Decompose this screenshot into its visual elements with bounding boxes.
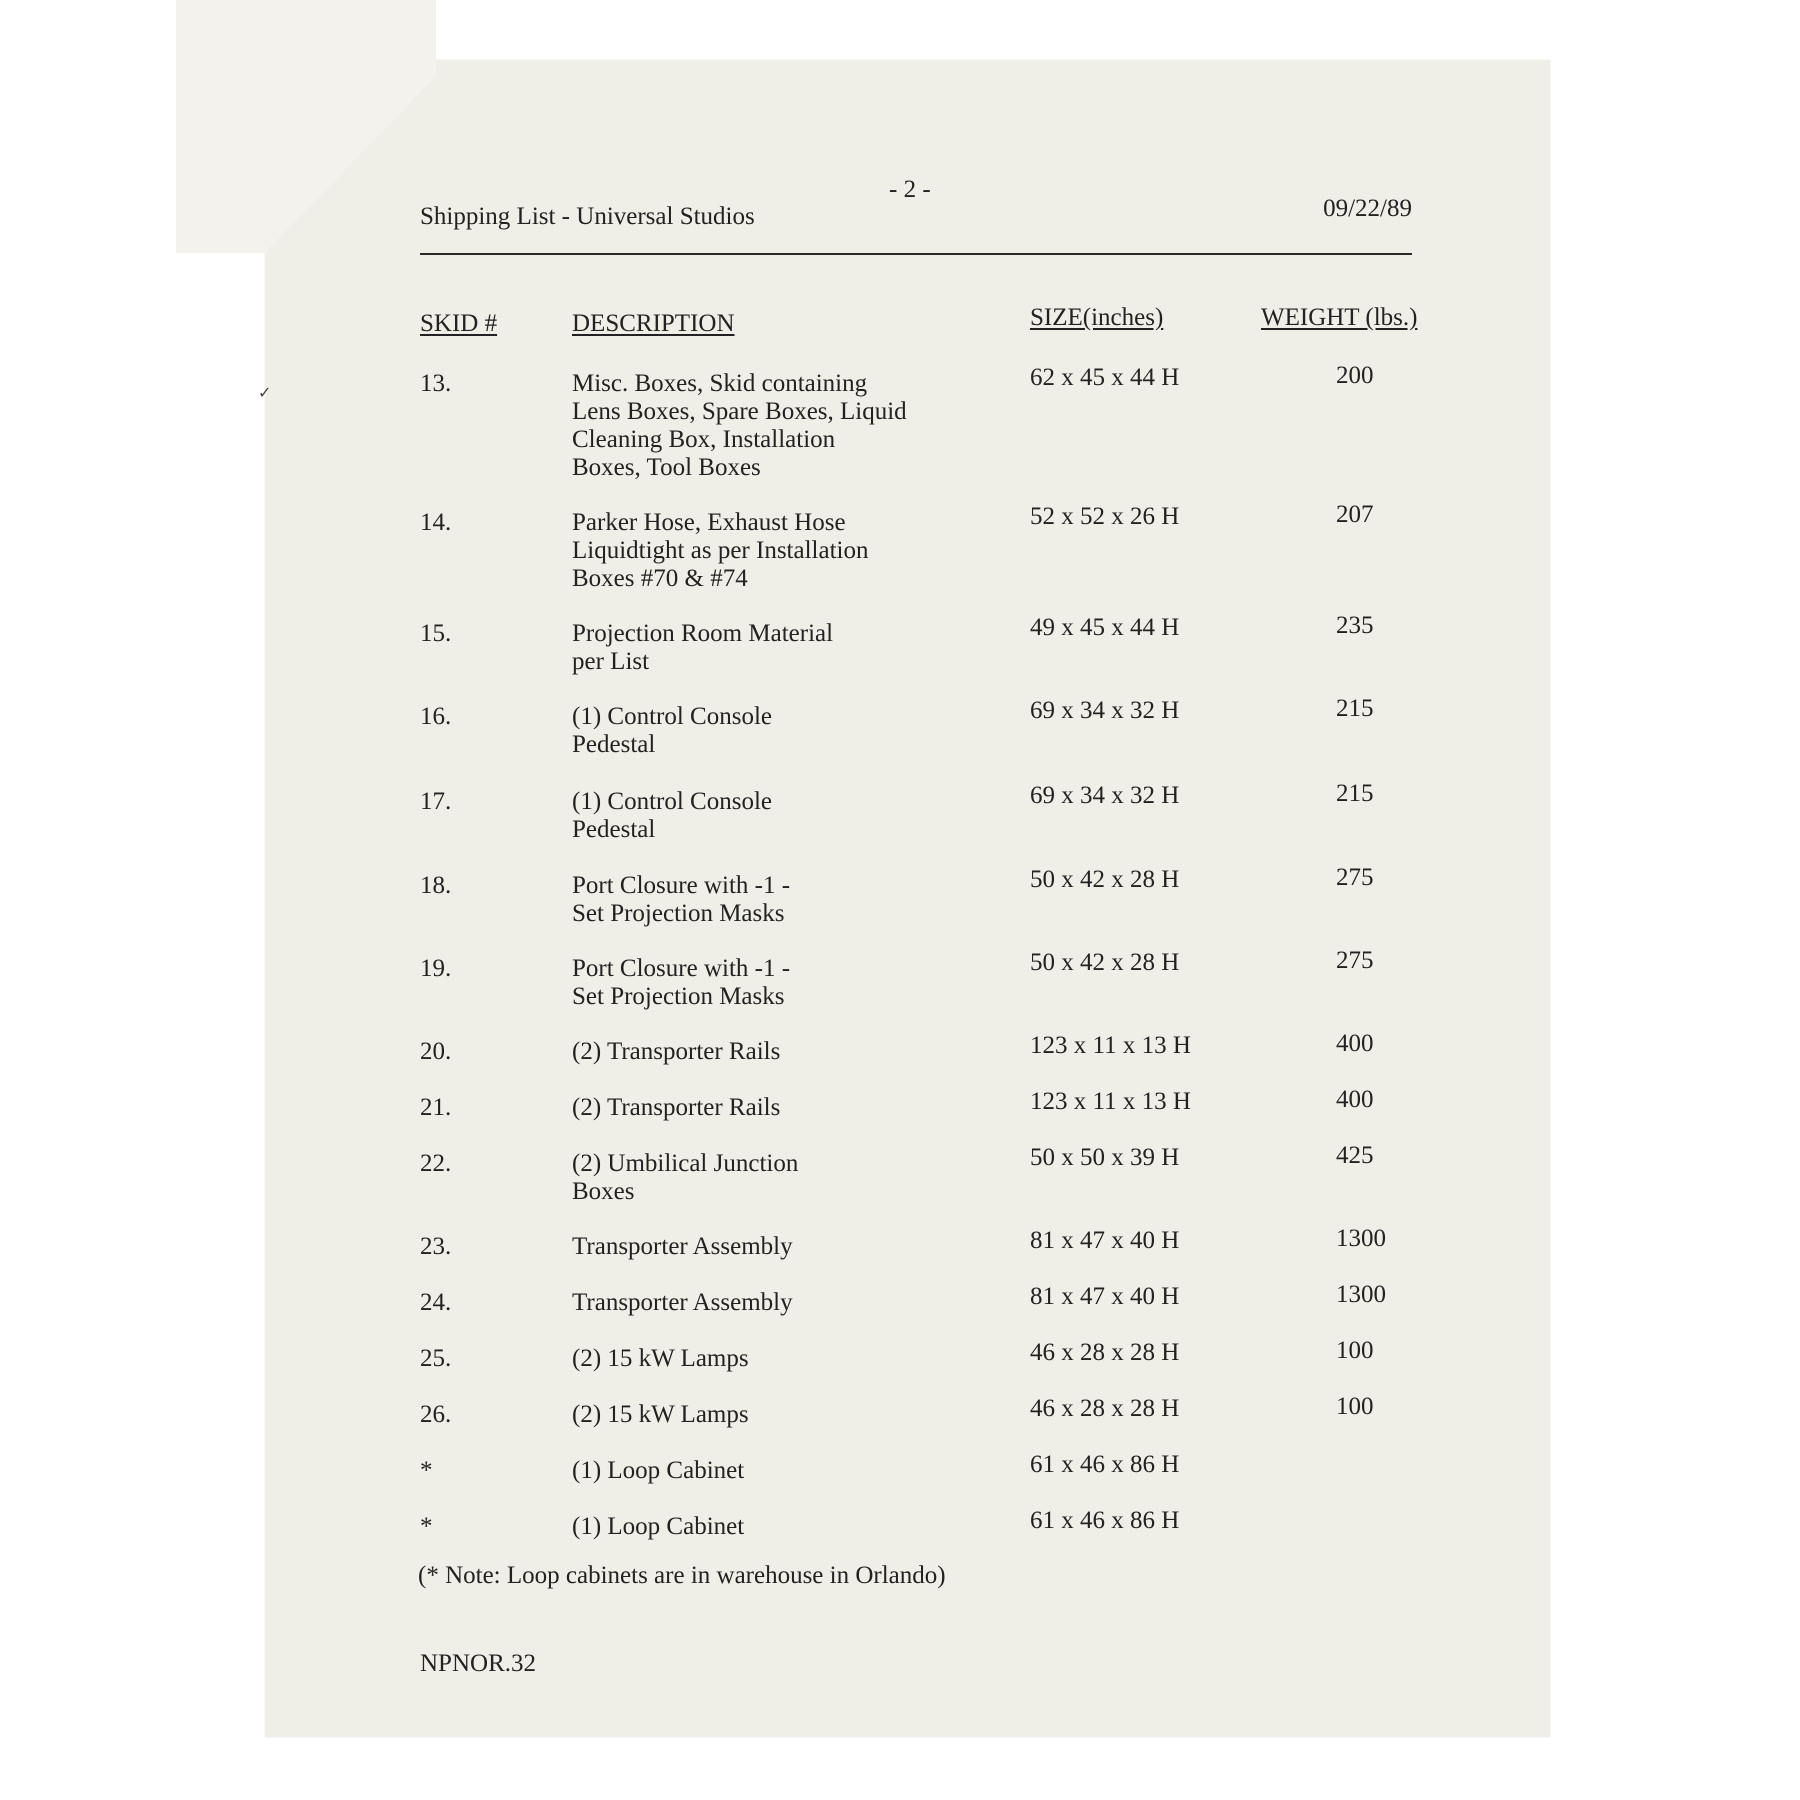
- item-description: [572, 1094, 992, 1122]
- skid-number: 26.: [420, 1401, 452, 1428]
- item-size: 69 x 34 x 32 H: [1030, 782, 1180, 809]
- item-weight: 1300: [1336, 1281, 1386, 1308]
- description-line: Boxes, Tool Boxes: [572, 454, 761, 481]
- item-weight: 1300: [1336, 1225, 1386, 1252]
- item-size: 46 x 28 x 28 H: [1030, 1395, 1180, 1422]
- item-size: 62 x 45 x 44 H: [1030, 364, 1180, 391]
- item-weight: 200: [1336, 362, 1374, 389]
- skid-number: 17.: [420, 788, 452, 815]
- item-description: [572, 1457, 992, 1485]
- skid-number: 16.: [420, 703, 452, 730]
- item-description: [572, 1150, 992, 1206]
- skid-number: 24.: [420, 1289, 452, 1316]
- item-description: [572, 1513, 992, 1541]
- description-line: Port Closure with -1 -: [572, 955, 791, 982]
- skid-number: 18.: [420, 872, 452, 899]
- item-size: 61 x 46 x 86 H: [1030, 1451, 1180, 1478]
- item-description: [572, 1401, 992, 1429]
- document-code: NPNOR.32: [420, 1650, 536, 1677]
- page-number: - 2 -: [889, 176, 931, 203]
- item-size: 123 x 11 x 13 H: [1030, 1088, 1191, 1115]
- item-weight: 100: [1336, 1393, 1374, 1420]
- item-size: 81 x 47 x 40 H: [1030, 1227, 1180, 1254]
- skid-number: 14.: [420, 509, 452, 536]
- item-size: 49 x 45 x 44 H: [1030, 614, 1180, 641]
- column-header-size: SIZE(inches): [1030, 304, 1164, 331]
- skid-number: *: [420, 1513, 433, 1540]
- description-line: (1) Loop Cabinet: [572, 1457, 745, 1484]
- description-line: Pedestal: [572, 731, 656, 758]
- item-description: [572, 1233, 992, 1261]
- skid-number: 15.: [420, 620, 452, 647]
- description-line: Set Projection Masks: [572, 900, 785, 927]
- item-description: [572, 872, 992, 928]
- document-date: 09/22/89: [1323, 195, 1412, 222]
- item-weight: 275: [1336, 947, 1374, 974]
- description-line: (2) 15 kW Lamps: [572, 1401, 749, 1428]
- item-weight: 425: [1336, 1142, 1374, 1169]
- description-line: Parker Hose, Exhaust Hose: [572, 509, 846, 536]
- skid-number: 25.: [420, 1345, 452, 1372]
- item-description: [572, 1345, 992, 1373]
- item-description: [572, 955, 992, 1011]
- item-size: 69 x 34 x 32 H: [1030, 697, 1180, 724]
- description-line: (2) 15 kW Lamps: [572, 1345, 749, 1372]
- description-line: per List: [572, 648, 650, 675]
- description-line: Boxes #70 & #74: [572, 565, 748, 592]
- item-weight: 235: [1336, 612, 1374, 639]
- column-header-description: DESCRIPTION: [572, 310, 735, 337]
- skid-number: 22.: [420, 1150, 452, 1177]
- description-line: Projection Room Material: [572, 620, 834, 647]
- description-line: Misc. Boxes, Skid containing: [572, 370, 868, 397]
- column-header-weight: WEIGHT (lbs.): [1261, 304, 1418, 331]
- description-line: Transporter Assembly: [572, 1289, 793, 1316]
- skid-number: 23.: [420, 1233, 452, 1260]
- description-line: Lens Boxes, Spare Boxes, Liquid: [572, 398, 907, 425]
- item-description: [572, 788, 992, 844]
- description-line: (2) Transporter Rails: [572, 1094, 781, 1121]
- column-header-skid: SKID #: [420, 310, 498, 337]
- item-size: 52 x 52 x 26 H: [1030, 503, 1180, 530]
- item-weight: 400: [1336, 1086, 1374, 1113]
- description-line: Boxes: [572, 1178, 635, 1205]
- item-size: 50 x 42 x 28 H: [1030, 866, 1180, 893]
- description-line: (1) Loop Cabinet: [572, 1513, 745, 1540]
- description-line: Cleaning Box, Installation: [572, 426, 836, 453]
- description-line: Port Closure with -1 -: [572, 872, 791, 899]
- description-line: Set Projection Masks: [572, 983, 785, 1010]
- item-weight: 215: [1336, 780, 1374, 807]
- item-description: [572, 703, 992, 759]
- item-size: 61 x 46 x 86 H: [1030, 1507, 1180, 1534]
- description-line: Pedestal: [572, 816, 656, 843]
- description-line: Liquidtight as per Installation: [572, 537, 869, 564]
- document-title: Shipping List - Universal Studios: [420, 203, 755, 230]
- item-size: 123 x 11 x 13 H: [1030, 1032, 1191, 1059]
- item-size: 50 x 50 x 39 H: [1030, 1144, 1180, 1171]
- item-size: 46 x 28 x 28 H: [1030, 1339, 1180, 1366]
- skid-number: 19.: [420, 955, 452, 982]
- item-weight: 400: [1336, 1030, 1374, 1057]
- item-weight: 275: [1336, 864, 1374, 891]
- item-weight: 215: [1336, 695, 1374, 722]
- item-size: 81 x 47 x 40 H: [1030, 1283, 1180, 1310]
- description-line: Transporter Assembly: [572, 1233, 793, 1260]
- item-weight: 100: [1336, 1337, 1374, 1364]
- item-description: [572, 509, 992, 593]
- item-description: [572, 1038, 992, 1066]
- description-line: (2) Transporter Rails: [572, 1038, 781, 1065]
- header-divider: [420, 253, 1412, 255]
- description-line: (1) Control Console: [572, 703, 772, 730]
- description-line: (2) Umbilical Junction: [572, 1150, 799, 1177]
- item-size: 50 x 42 x 28 H: [1030, 949, 1180, 976]
- description-line: (1) Control Console: [572, 788, 772, 815]
- footnote: (* Note: Loop cabinets are in warehouse in Orlando): [418, 1562, 946, 1589]
- item-description: [572, 370, 992, 482]
- item-weight: 207: [1336, 501, 1374, 528]
- margin-tick-mark: ✓: [258, 383, 272, 402]
- skid-number: 13.: [420, 370, 452, 397]
- item-description: [572, 620, 992, 676]
- item-description: [572, 1289, 992, 1317]
- skid-number: *: [420, 1457, 433, 1484]
- skid-number: 20.: [420, 1038, 452, 1065]
- skid-number: 21.: [420, 1094, 452, 1121]
